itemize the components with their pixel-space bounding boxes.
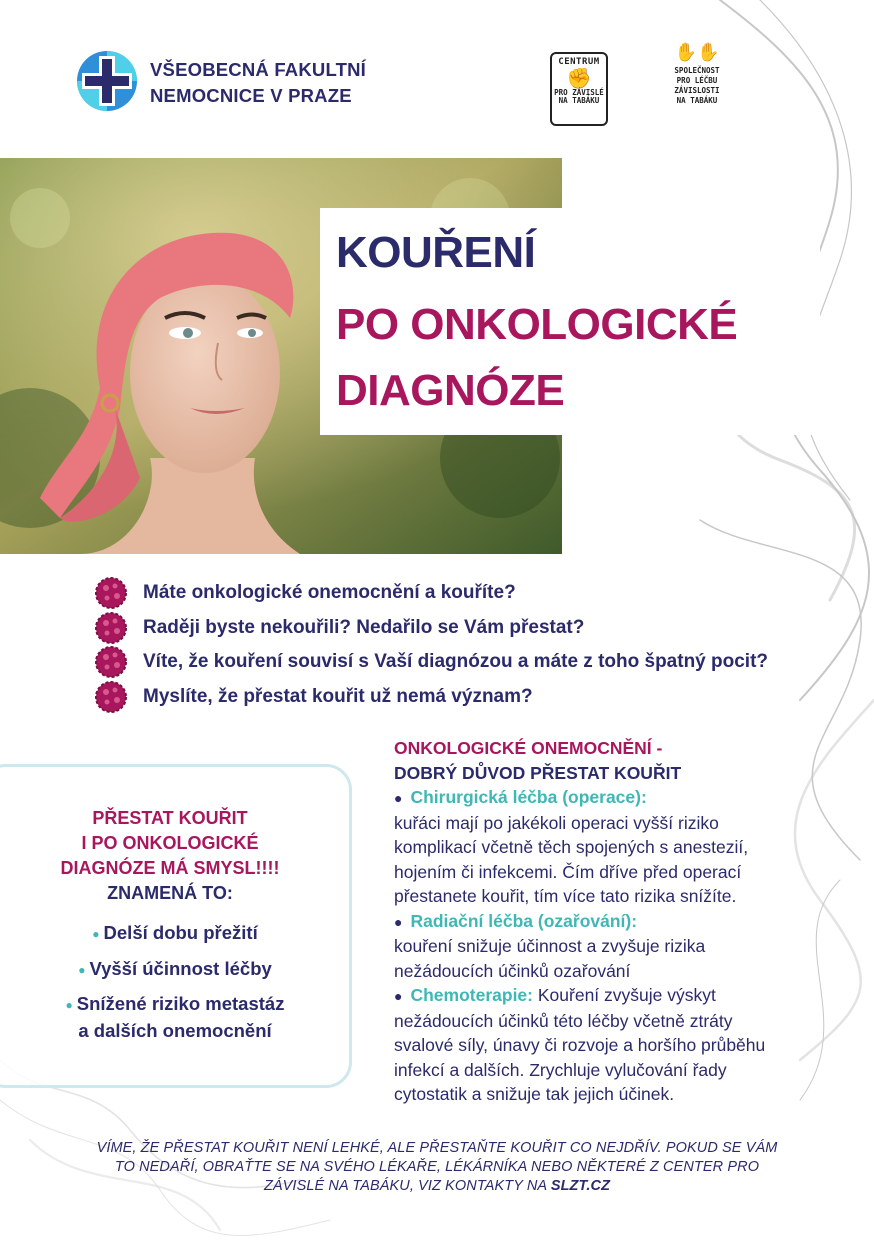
chemo-text-5: cytostatik a snižuje tak jejich účinek.: [394, 1084, 675, 1104]
radiation-text-1: kouření snižuje účinnost a zvyšuje rizika: [394, 936, 706, 956]
benefits-heading-line1: PŘESTAT KOUŘIT: [92, 808, 248, 828]
footer-link[interactable]: SLZT.CZ: [550, 1178, 611, 1194]
benefits-heading: [20, 806, 320, 906]
hospital-name-line2: NEMOCNICE V PRAZE: [150, 85, 352, 106]
question-text: Víte, že kouření souvisí s Vaší diagnózou a máte z toho špatný pocit?: [143, 651, 769, 673]
benefit-text: Vyšší účinnost léčby: [89, 958, 272, 979]
footer-note: [70, 1139, 804, 1196]
question-text: Raději byste nekouřili? Nedařilo se Vám přestat?: [143, 616, 585, 638]
reasons-column: [394, 736, 834, 1107]
centrum-logo-sub2: NA TABÁKU: [558, 96, 600, 105]
slzt-logo: [664, 40, 730, 128]
hospital-logo-icon: [76, 50, 138, 112]
chemo-title-row: [394, 983, 834, 1009]
question-list: [94, 576, 854, 714]
bullet-icon: ●: [92, 927, 100, 942]
cancer-cell-icon: [94, 576, 128, 610]
chemo-text-4: infekcí a dalších. Zrychluje vylučování řady: [394, 1059, 727, 1080]
centrum-logo-sub1: PRO ZÁVISLÉ: [554, 88, 604, 97]
broken-cigarette-icon: ✋✋: [674, 42, 720, 63]
cancer-cell-icon: [94, 680, 128, 714]
bullet-icon: ●: [65, 998, 73, 1013]
chemo-text-2: nežádoucích účinků této léčby včetně ztráty: [394, 1010, 733, 1031]
slzt-logo-line3: ZÁVISLOSTI: [674, 86, 720, 95]
list-item: [94, 576, 854, 611]
bullet-icon: ●: [394, 913, 403, 930]
reasons-heading1: ONKOLOGICKÉ ONEMOCNĚNÍ -: [394, 738, 663, 758]
centrum-logo-title: CENTRUM: [558, 57, 600, 67]
list-item: [94, 645, 854, 680]
list-item: [94, 680, 854, 715]
fist-cigarette-icon: ✊: [566, 66, 592, 90]
title-line1: KOUŘENÍ: [336, 228, 536, 277]
radiation-text-2: nežádoucích účinků ozařování: [394, 960, 631, 981]
chemo-text-3: svalové síly, únavy či rozvoje a horšího průběhu: [394, 1035, 766, 1055]
radiation-title: Radiační léčba (ozařování):: [410, 910, 638, 931]
centrum-logo: [550, 52, 608, 126]
slzt-logo-line1: SPOLEČNOST: [674, 66, 720, 75]
footer-line3: ZÁVISLÉ NA TABÁKU, VIZ KONTAKTY NA: [263, 1178, 547, 1194]
benefit-item: [40, 920, 310, 947]
hospital-name-line1: VŠEOBECNÁ FAKULTNÍ: [150, 59, 367, 80]
benefit-item: [30, 991, 320, 1044]
hospital-name: [150, 57, 366, 109]
benefits-heading-line4: ZNAMENÁ TO:: [107, 883, 233, 903]
bullet-icon: ●: [78, 963, 86, 978]
title-line3: DIAGNÓZE: [336, 366, 565, 415]
benefit-item: [40, 956, 310, 983]
surgery-text-1: kuřáci mají po jakékoli operaci vyšší riziko: [394, 812, 719, 833]
footer-line3-row: [70, 1177, 804, 1196]
chemo-text-1: Kouření zvyšuje výskyt: [537, 985, 716, 1005]
title-line2: PO ONKOLOGICKÉ: [336, 300, 738, 349]
slzt-logo-line2: PRO LÉČBU: [676, 76, 718, 85]
benefits-heading-line3: DIAGNÓZE MÁ SMYSL!!!!: [60, 858, 280, 878]
reasons-heading2: DOBRÝ DŮVOD PŘESTAT KOUŘIT: [394, 762, 682, 783]
cancer-cell-icon: [94, 645, 128, 679]
bullet-icon: ●: [394, 790, 403, 806]
surgery-text-4: přestanete kouřit, tím více tato rizika snížíte.: [394, 886, 737, 906]
question-text: Myslíte, že přestat kouřit už nemá význam?: [143, 685, 533, 707]
surgery-text-2: komplikací včetně těch spojených s anestezií,: [394, 837, 749, 857]
benefit-text-cont: a dalších onemocnění: [78, 1020, 272, 1042]
surgery-text-3: hojením či infekcemi. Čím dříve před operací: [394, 861, 742, 882]
radiation-title-row: [394, 909, 834, 935]
benefit-text: Snížené riziko metastáz: [76, 993, 285, 1014]
surgery-title-row: [394, 785, 834, 811]
bullet-icon: ●: [394, 988, 403, 1004]
footer-line2: TO NEDAŘÍ, OBRAŤTE SE NA SVÉHO LÉKAŘE, LÉKÁRNÍKA NEBO NĚKTERÉ Z CENTER PRO: [114, 1159, 760, 1175]
benefits-heading-line2: I PO ONKOLOGICKÉ: [81, 833, 259, 853]
surgery-title: Chirurgická léčba (operace):: [410, 787, 647, 807]
footer-line1: VÍME, ŽE PŘESTAT KOUŘIT NENÍ LEHKÉ, ALE PŘESTAŇTE KOUŘIT CO NEJDŘÍV. POKUD SE VÁM: [96, 1140, 778, 1156]
list-item: [94, 611, 854, 646]
slzt-logo-line4: NA TABÁKU: [676, 96, 718, 105]
chemo-title: Chemoterapie:: [410, 985, 533, 1005]
cancer-cell-icon: [94, 611, 128, 645]
question-text: Máte onkologické onemocnění a kouříte?: [143, 582, 516, 604]
benefit-text: Delší dobu přežití: [103, 922, 258, 943]
